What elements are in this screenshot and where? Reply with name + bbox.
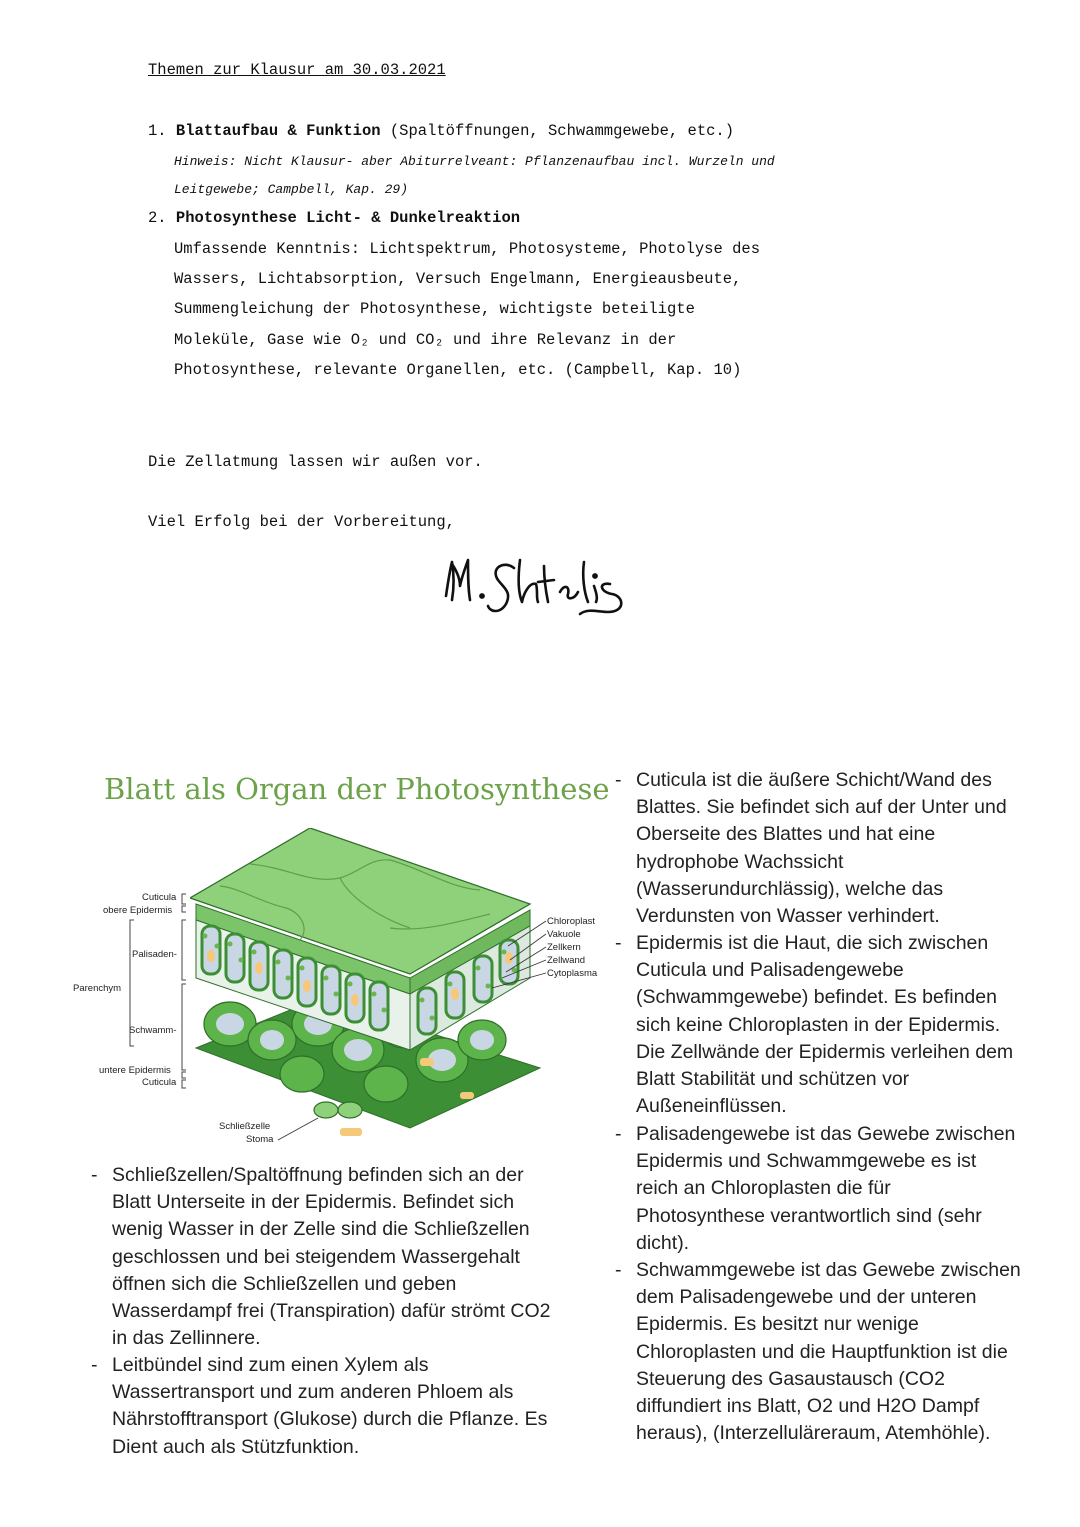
bullet-stomata: - Schließzellen/Spaltöffnung befinden sich an der Blatt Unterseite in der Epidermis. Befindet sich wenig Wasser in der Zelle sind die Schließzellen geschlossen und bei steigendem Wassergehalt öffnen sich die Schließzellen und geben Wasserdampf frei (Transpiration) dafür strömt CO2 in das Zellinnere.: [112, 1162, 551, 1352]
bullet-line: dem Palisadengewebe und der unteren: [636, 1286, 977, 1309]
bullet-line: Leitbündel sind zum einen Xylem als: [112, 1354, 429, 1376]
bullet-vascular-bundle: - Leitbündel sind zum einen Xylem als Wassertransport und zum anderen Phloem als Nährstofftransport (Glukose) durch die Pflanze. Es Dient auch als Stützfunktion.: [112, 1352, 547, 1461]
leaf-cross-section-diagram: [190, 828, 550, 1148]
label-lower-epidermis: untere Epidermis: [99, 1065, 171, 1076]
bullet-line: in das Zellinnere.: [112, 1327, 261, 1350]
bullet-line: Die Zellwände der Epidermis verleihen dem: [636, 1040, 1014, 1063]
topic-1-note-line: Hinweis: Nicht Klausur- aber Abiturrelveant: Pflanzenaufbau incl. Wurzeln und: [174, 154, 775, 169]
topic-2-body-line: Wassers, Lichtabsorption, Versuch Engelmann, Energieausbeute,: [174, 270, 742, 288]
bullet-line: Cuticula und Palisadengewebe: [636, 959, 904, 982]
bullet-line: diffundiert ins Blatt, O2 und H2O Dampf: [636, 1395, 980, 1418]
bullet-line: hydrophobe Wachssicht: [636, 850, 844, 873]
bullet-line: Außeneinflüssen.: [636, 1095, 787, 1118]
topic-2-title: Photosynthese Licht- & Dunkelreaktion: [175, 209, 521, 227]
bullet-line: öffnen sich die Schließzellen und geben: [112, 1272, 457, 1295]
label-palisade: Palisaden-: [132, 949, 177, 960]
topic-2-body-line: Umfassende Kenntnis: Lichtspektrum, Photosysteme, Photolyse des: [174, 240, 760, 258]
bullet-line: heraus), (Interzelluläreraum, Atemhöhle).: [636, 1422, 991, 1445]
label-cuticula-bottom: Cuticula: [142, 1077, 177, 1088]
bullet-line: Schließzellen/Spaltöffnung befinden sich an der: [112, 1164, 524, 1186]
label-parenchym: Parenchym: [73, 983, 122, 994]
topic-1-number: 1.: [148, 122, 167, 140]
bullet-cuticula: - Cuticula ist die äußere Schicht/Wand des Blattes. Sie befindet sich auf der Unter und Oberseite des Blattes und hat eine hydrophobe Wachssicht (Wasserundurchlässig), welche das Verdunsten von Wasser verhindert.: [636, 767, 1007, 930]
bullet-line: dicht).: [636, 1231, 690, 1254]
label-cuticula-top: Cuticula: [142, 892, 177, 903]
topic-2-body-line: Summengleichung der Photosynthese, wichtigste beteiligte: [174, 300, 695, 318]
label-cytoplasm: Cytoplasma: [547, 968, 598, 979]
topic-2-body-line: Photosynthese, relevante Organellen, etc. (Campbell, Kap. 10): [174, 361, 742, 379]
bullet-line: Epidermis. Es besitzt nur wenige: [636, 1313, 919, 1336]
bullet-line: (Wasserundurchlässig), welche das: [636, 877, 944, 900]
section-title: Blatt als Organ der Photosynthese: [104, 772, 610, 806]
label-vacuole: Vakuole: [547, 929, 581, 940]
bullet-line: wenig Wasser in der Zelle sind die Schließzellen: [112, 1218, 530, 1241]
page-title: Themen zur Klausur am 30.03.2021: [148, 61, 446, 79]
label-spongy: Schwamm-: [129, 1025, 177, 1036]
topic-2-heading: [148, 209, 520, 227]
bullet-line: (Schwammgewebe) befindet. Es befinden: [636, 986, 997, 1009]
topic-1-subtitle: (Spaltöffnungen, Schwammgewebe, etc.): [389, 122, 735, 140]
label-cell-wall: Zellwand: [547, 955, 586, 966]
bullet-line: Blatt Stabilität und schützen vor: [636, 1068, 910, 1091]
bullet-line: Blatt Unterseite in der Epidermis. Befindet sich: [112, 1191, 515, 1214]
label-nucleus: Zellkern: [547, 942, 581, 953]
topic-1-title: Blattaufbau & Funktion: [175, 122, 381, 140]
bullet-line: Wassertransport und zum anderen Phloem als: [112, 1381, 514, 1404]
bullet-line: Blattes. Sie befindet sich auf der Unter und: [636, 796, 1007, 819]
label-stoma: Stoma: [246, 1134, 274, 1145]
bullet-spongy: - Schwammgewebe ist das Gewebe zwischen dem Palisadengewebe und der unteren Epidermis. Es besitzt nur wenige Chloroplasten und die Hauptfunktion ist die Steuerung des Gasaustausch (CO2 diffundiert ins Blatt, O2 und H2O Dampf heraus), (Interzelluläreraum, Atemhöhle).: [636, 1257, 1021, 1447]
bullet-palisade: - Palisadengewebe ist das Gewebe zwischen Epidermis und Schwammgewebe es ist reich an Chloroplasten die für Photosynthese verantwortlich sind (sehr dicht).: [636, 1121, 1015, 1257]
topic-2-body-line: Moleküle, Gase wie O₂ und CO₂ und ihre Relevanz in der: [174, 331, 677, 349]
bullet-line: Dient auch als Stützfunktion.: [112, 1435, 360, 1458]
bullet-line: Epidermis und Schwammgewebe es ist: [636, 1150, 977, 1173]
topic-1-note-line: Leitgewebe; Campbell, Kap. 29): [174, 182, 409, 197]
closing-note: Die Zellatmung lassen wir außen vor.: [148, 453, 483, 471]
bullet-line: geschlossen und bei steigendem Wassergehalt: [112, 1245, 520, 1268]
bullet-line: Wasserdampf frei (Transpiration) dafür strömt CO2: [112, 1300, 551, 1323]
bullet-line: Cuticula ist die äußere Schicht/Wand des: [636, 769, 992, 791]
bullet-line: Nährstofftransport (Glukose) durch die Pflanze. Es: [112, 1408, 548, 1431]
topic-1-heading: [148, 122, 734, 140]
bullet-epidermis: - Epidermis ist die Haut, die sich zwischen Cuticula und Palisadengewebe (Schwammgewebe) befindet. Es befinden sich keine Chloroplasten in der Epidermis. Die Zellwände der Epidermis verleihen dem Blatt Stabilität und schützen vor Außeneinflüssen.: [636, 930, 1013, 1120]
signature: [438, 552, 638, 632]
bullet-line: Palisadengewebe ist das Gewebe zwischen: [636, 1123, 1016, 1145]
bullet-line: Verdunsten von Wasser verhindert.: [636, 905, 940, 928]
closing-wish: Viel Erfolg bei der Vorbereitung,: [148, 513, 455, 531]
label-chloroplast: Chloroplast: [547, 916, 596, 927]
bullet-line: sich keine Chloroplasten in der Epidermis.: [636, 1013, 1001, 1036]
label-upper-epidermis: obere Epidermis: [103, 905, 173, 916]
label-guard-cell: Schließzelle: [219, 1121, 271, 1132]
bullet-line: Steuerung des Gasaustausch (CO2: [636, 1367, 945, 1390]
bullet-line: Epidermis ist die Haut, die sich zwischen: [636, 932, 989, 954]
bullet-line: Oberseite des Blattes und hat eine: [636, 823, 936, 846]
bullet-line: Schwammgewebe ist das Gewebe zwischen: [636, 1259, 1021, 1281]
bullet-line: Chloroplasten und die Hauptfunktion ist die: [636, 1340, 1008, 1363]
bullet-line: Photosynthese verantwortlich sind (sehr: [636, 1204, 982, 1227]
topic-2-number: 2.: [148, 209, 167, 227]
bullet-line: reich an Chloroplasten die für: [636, 1177, 891, 1200]
